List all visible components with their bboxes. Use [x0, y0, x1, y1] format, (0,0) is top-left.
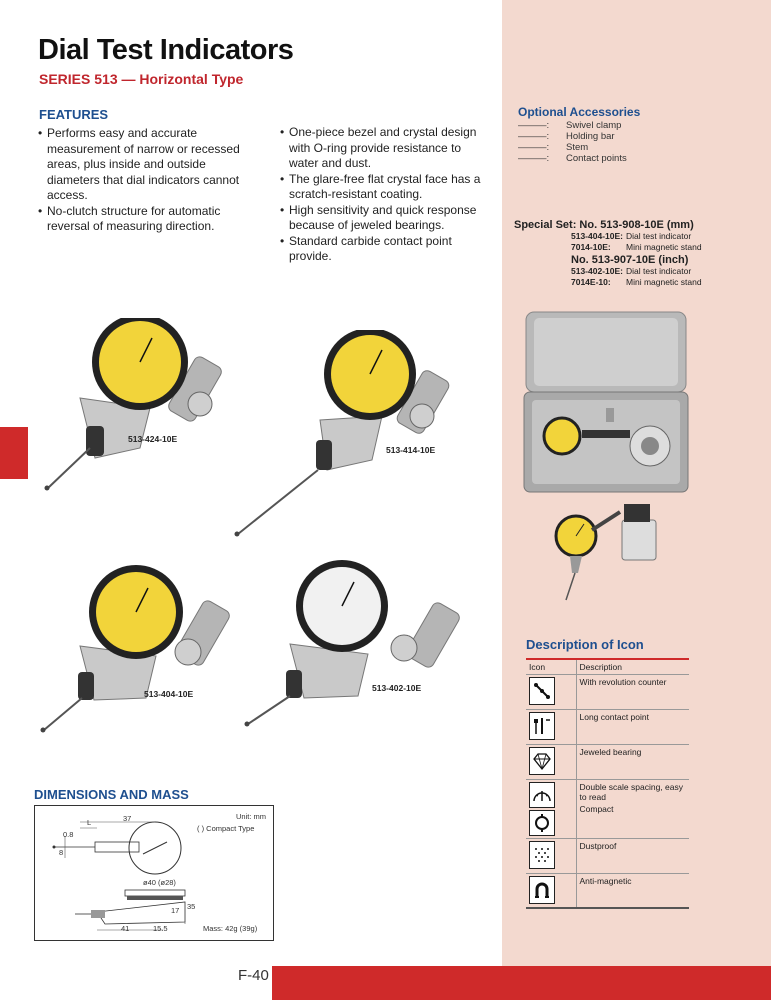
accessory-item: ———: Holding bar: [518, 131, 615, 142]
features-heading: FEATURES: [39, 107, 109, 122]
feature-item: • No-clutch structure for automatic reversal of measuring direction.: [38, 204, 260, 235]
dustproof-icon: [529, 841, 555, 869]
page-title: Dial Test Indicators: [38, 34, 294, 66]
icon-desc: Jeweled bearing: [576, 744, 689, 779]
special-set-mm-title: Special Set: No. 513-908-10E (mm): [514, 219, 694, 231]
dim-label: 17: [171, 906, 180, 915]
table-row: [526, 873, 689, 908]
dim-label: 0.8: [63, 830, 74, 839]
product-label: 513-404-10E: [144, 689, 194, 699]
feature-item: • Standard carbide contact point provide.: [280, 234, 486, 265]
dim-label: 41: [121, 924, 130, 933]
product-photo-513-424-10E: [40, 318, 240, 496]
dim-label: 37: [123, 814, 132, 823]
special-set-row: 7014E-10: Mini magnetic stand: [571, 277, 702, 287]
product-photo-513-414-10E: [232, 330, 467, 540]
product-label: 513-414-10E: [386, 445, 436, 455]
feature-item: • Performs easy and accurate measurement of narrow or recessed areas, plus inside and outside diameters that dial indicators cannot access.: [38, 126, 260, 204]
revolution-counter-icon: [529, 677, 555, 705]
features-list-right: [280, 125, 486, 265]
accessories-list: [518, 120, 627, 164]
dim-label: 8: [59, 848, 64, 857]
icon-col-header: Icon: [526, 659, 576, 674]
special-set-row: 513-402-10E: Dial test indicator: [571, 266, 692, 276]
table-row: [526, 779, 689, 838]
table-row: [526, 744, 689, 779]
icon-table-heading: Description of Icon: [526, 637, 644, 652]
page-number: F-40: [238, 967, 269, 984]
product-label: 513-402-10E: [372, 683, 422, 693]
special-set-inch-title: No. 513-907-10E (inch): [571, 254, 689, 266]
icon-desc: With revolution counter: [576, 674, 689, 709]
product-photo-513-402-10E: [240, 560, 470, 730]
double-scale-icon: [529, 782, 555, 808]
footer-bar: [272, 966, 771, 1000]
desc-col-header: Description: [576, 659, 689, 674]
dim-label: 15.5: [153, 924, 168, 933]
table-row: [526, 838, 689, 873]
compact-type-note: ( ) Compact Type: [197, 824, 255, 833]
icon-desc: Anti-magnetic: [576, 873, 689, 908]
accessory-item: ———: Contact points: [518, 153, 627, 164]
icon-desc: Dustproof: [576, 838, 689, 873]
feature-item: • High sensitivity and quick response because of jeweled bearings.: [280, 203, 486, 234]
accessory-item: ———: Swivel clamp: [518, 120, 622, 131]
dim-label: L: [87, 818, 92, 827]
jeweled-bearing-icon: [529, 747, 555, 775]
table-row: [526, 709, 689, 744]
dim-label: 35: [187, 902, 196, 911]
special-set-row: 7014-10E: Mini magnetic stand: [571, 242, 702, 252]
feature-item: • The glare-free flat crystal face has a scratch-resistant coating.: [280, 172, 486, 203]
special-set-row: 513-404-10E: Dial test indicator: [571, 231, 692, 241]
accessory-item: ———: Stem: [518, 142, 589, 153]
special-set-photo: [520, 308, 700, 608]
section-tab-marker: [0, 427, 28, 479]
table-row: [526, 674, 689, 709]
dim-label: ø40 (ø28): [143, 878, 176, 887]
icon-table: [526, 658, 689, 909]
long-contact-point-icon: [529, 712, 555, 740]
dimension-drawing-frame: [34, 805, 274, 941]
unit-note: Unit: mm: [236, 812, 266, 821]
page-subtitle: SERIES 513 — Horizontal Type: [39, 71, 244, 87]
features-list-left: [38, 126, 260, 235]
icon-desc: Long contact point: [576, 709, 689, 744]
dimensions-heading: DIMENSIONS AND MASS: [34, 787, 189, 802]
accessories-heading: Optional Accessories: [518, 105, 641, 119]
compact-icon: [529, 810, 555, 836]
icon-desc: Double scale spacing, easy to read Compact: [576, 779, 689, 838]
feature-item: • One-piece bezel and crystal design with O-ring provide resistance to water and dust.: [280, 125, 486, 172]
anti-magnetic-icon: [529, 876, 555, 904]
special-set-block: [514, 219, 702, 288]
product-photo-513-404-10E: [38, 560, 243, 735]
mass-note: Mass: 42g (39g): [203, 924, 258, 933]
product-label: 513-424-10E: [128, 434, 178, 444]
